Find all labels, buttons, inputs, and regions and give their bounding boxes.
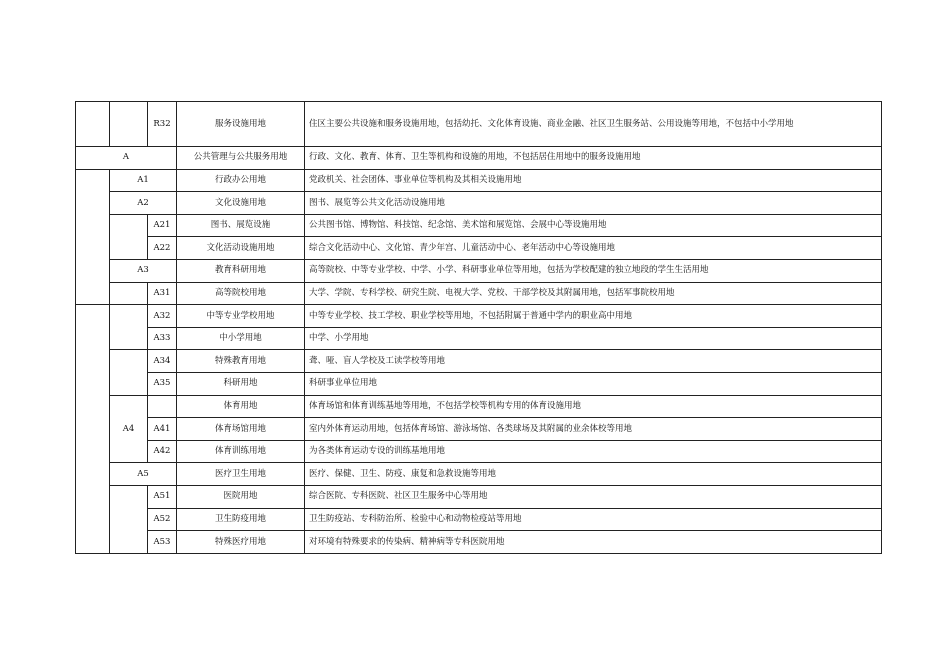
table-row xyxy=(76,395,882,418)
code-cell: A21 xyxy=(148,214,177,237)
name-cell: 服务设施用地 xyxy=(177,102,305,147)
empty-cell xyxy=(110,350,148,395)
table-row xyxy=(76,372,882,395)
name-cell: 中小学用地 xyxy=(177,327,305,350)
code-cell xyxy=(148,395,177,418)
name-cell: 图书、展览设施 xyxy=(177,214,305,237)
name-cell: 特殊教育用地 xyxy=(177,350,305,373)
description-cell: 行政、文化、教育、体育、卫生等机构和设施的用地，不包括居住用地中的服务设施用地 xyxy=(305,147,882,170)
name-cell: 行政办公用地 xyxy=(177,169,305,192)
empty-cell xyxy=(76,169,110,305)
table-row xyxy=(76,282,882,305)
name-cell: 科研用地 xyxy=(177,372,305,395)
name-cell: 卫生防疫用地 xyxy=(177,508,305,531)
code-cell: A3 xyxy=(110,259,177,282)
table-row xyxy=(76,418,882,441)
code-cell: A22 xyxy=(148,237,177,260)
description-cell: 综合医院、专科医院、社区卫生服务中心等用地 xyxy=(305,485,882,508)
name-cell: 公共管理与公共服务用地 xyxy=(177,147,305,170)
table-row xyxy=(76,169,882,192)
name-cell: 医院用地 xyxy=(177,485,305,508)
code-cell: A33 xyxy=(148,327,177,350)
description-cell: 大学、学院、专科学校、研究生院、电视大学、党校、干部学校及其附属用地，包括军事院校用地 xyxy=(305,282,882,305)
land-use-classification-table xyxy=(75,101,882,554)
name-cell: 教育科研用地 xyxy=(177,259,305,282)
code-cell: R32 xyxy=(148,102,177,147)
table-row xyxy=(76,531,882,554)
description-cell: 体育场馆和体育训练基地等用地，不包括学校等机构专用的体育设施用地 xyxy=(305,395,882,418)
table-row xyxy=(76,440,882,463)
name-cell: 中等专业学校用地 xyxy=(177,305,305,328)
description-cell: 医疗、保健、卫生、防疫、康复和急救设施等用地 xyxy=(305,463,882,486)
name-cell: 体育训练用地 xyxy=(177,440,305,463)
code-cell: A52 xyxy=(148,508,177,531)
name-cell: 高等院校用地 xyxy=(177,282,305,305)
table-row xyxy=(76,147,882,170)
code-cell: A32 xyxy=(148,305,177,328)
empty-cell xyxy=(110,102,148,147)
code-cell: A5 xyxy=(110,463,177,486)
description-cell: 室内外体育运动用地，包括体育场馆、游泳场馆、各类球场及其附属的业余体校等用地 xyxy=(305,418,882,441)
table-row xyxy=(76,350,882,373)
description-cell: 科研事业单位用地 xyxy=(305,372,882,395)
table-row xyxy=(76,102,882,147)
description-cell: 住区主要公共设施和服务设施用地，包括幼托、文化体育设施、商业金融、社区卫生服务站、公用设施等用地，不包括中小学用地 xyxy=(305,102,882,147)
description-cell: 聋、哑、盲人学校及工读学校等用地 xyxy=(305,350,882,373)
code-cell: A31 xyxy=(148,282,177,305)
table-row xyxy=(76,508,882,531)
name-cell: 体育用地 xyxy=(177,395,305,418)
code-cell: A1 xyxy=(110,169,177,192)
table-row xyxy=(76,259,882,282)
code-cell: A34 xyxy=(148,350,177,373)
name-cell: 体育场馆用地 xyxy=(177,418,305,441)
empty-cell xyxy=(76,102,110,147)
code-cell: A2 xyxy=(110,192,177,215)
name-cell: 文化活动设施用地 xyxy=(177,237,305,260)
table-row xyxy=(76,485,882,508)
code-cell: A xyxy=(76,147,177,170)
name-cell: 特殊医疗用地 xyxy=(177,531,305,554)
code-cell: A42 xyxy=(148,440,177,463)
a4-code-cell: A4 xyxy=(110,395,148,463)
description-cell: 公共图书馆、博物馆、科技馆、纪念馆、美术馆和展览馆、会展中心等设施用地 xyxy=(305,214,882,237)
table-row xyxy=(76,192,882,215)
description-cell: 卫生防疫站、专科防治所、检验中心和动物检疫站等用地 xyxy=(305,508,882,531)
empty-cell xyxy=(110,305,148,350)
code-cell: A41 xyxy=(148,418,177,441)
description-cell: 中等专业学校、技工学校、职业学校等用地，不包括附属于普通中学内的职业高中用地 xyxy=(305,305,882,328)
table-row xyxy=(76,305,882,328)
description-cell: 图书、展览等公共文化活动设施用地 xyxy=(305,192,882,215)
empty-cell xyxy=(76,305,110,554)
table-row xyxy=(76,214,882,237)
code-cell: A51 xyxy=(148,485,177,508)
description-cell: 高等院校、中等专业学校、中学、小学、科研事业单位等用地，包括为学校配建的独立地段的学生生活用地 xyxy=(305,259,882,282)
description-cell: 综合文化活动中心、文化馆、青少年宫、儿童活动中心、老年活动中心等设施用地 xyxy=(305,237,882,260)
description-cell: 对环境有特殊要求的传染病、精神病等专科医院用地 xyxy=(305,531,882,554)
code-cell: A35 xyxy=(148,372,177,395)
description-cell: 为各类体育运动专设的训练基地用地 xyxy=(305,440,882,463)
table-row xyxy=(76,237,882,260)
empty-cell xyxy=(110,214,148,259)
code-cell: A53 xyxy=(148,531,177,554)
description-cell: 中学、小学用地 xyxy=(305,327,882,350)
description-cell: 党政机关、社会团体、事业单位等机构及其相关设施用地 xyxy=(305,169,882,192)
empty-cell xyxy=(110,282,148,305)
table-row xyxy=(76,463,882,486)
name-cell: 医疗卫生用地 xyxy=(177,463,305,486)
table-row xyxy=(76,327,882,350)
name-cell: 文化设施用地 xyxy=(177,192,305,215)
empty-cell xyxy=(110,485,148,553)
